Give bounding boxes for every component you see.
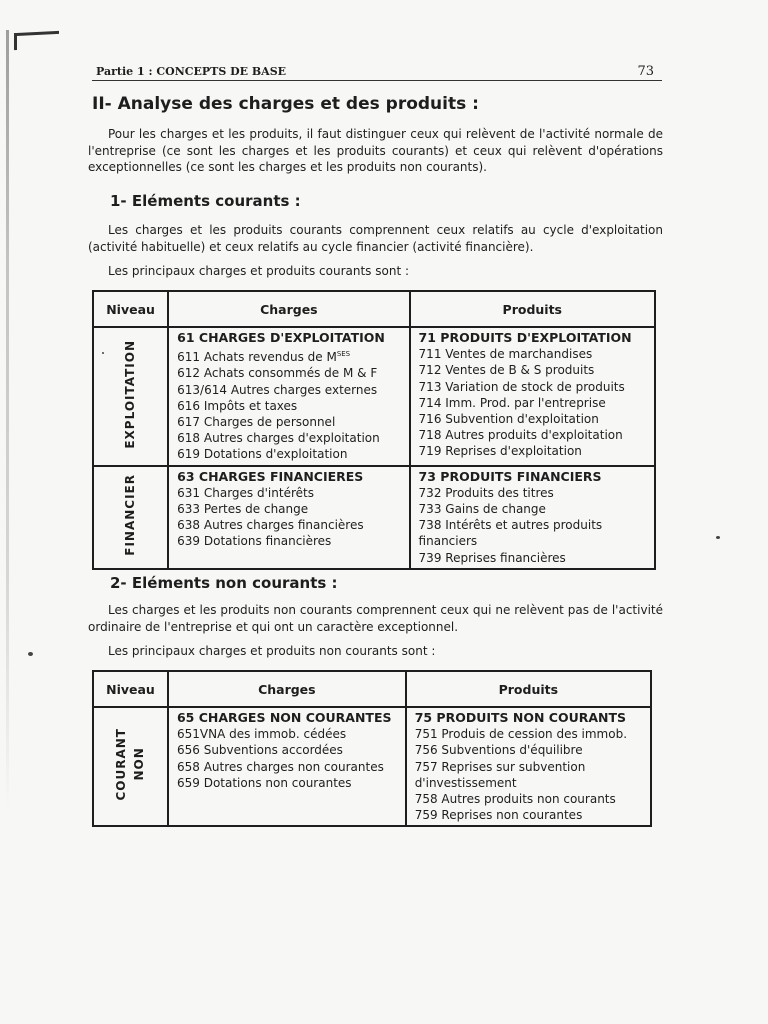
level-label-line: NON: [132, 747, 147, 782]
account-line: 738 Intérêts et autres produits financiers: [418, 518, 603, 549]
account-line: 732 Produits des titres: [418, 485, 554, 500]
produits-group-title: 73 PRODUITS FINANCIERS: [418, 468, 602, 484]
account-line: 612 Achats consommés de M & F: [177, 366, 378, 381]
scan-speck: [716, 536, 720, 539]
account-line: 751 Produis de cession des immob.: [414, 727, 628, 742]
level-cell: [93, 466, 168, 569]
account-line: 658 Autres charges non courantes: [176, 759, 384, 774]
account-line: 716 Subvention d'exploitation: [418, 412, 599, 427]
account-line: 757 Reprises sur subvention d'investissement: [414, 759, 586, 790]
produits-cell: [410, 327, 655, 466]
account-line: 616 Impôts et taxes: [177, 398, 298, 413]
section-title: II- Analyse des charges et des produits :: [92, 94, 479, 114]
table-row-financier: [93, 466, 655, 569]
account-line: 712 Ventes de B & S produits: [418, 363, 595, 378]
account-line: 656 Subventions accordées: [176, 743, 343, 758]
charges-cell: [168, 707, 406, 826]
subsection-2-note: Les principaux charges et produits non courants sont :: [108, 644, 436, 658]
level-label-financier: FINANCIER: [123, 474, 138, 556]
account-line: 613/614 Autres charges externes: [177, 382, 378, 397]
table-row-exploitation: [93, 327, 655, 466]
account-line: 713 Variation de stock de produits: [418, 379, 625, 394]
header-part-title: Partie 1 : CONCEPTS DE BASE: [96, 65, 287, 78]
charges-group-title: 63 CHARGES FINANCIERES: [177, 468, 364, 484]
table-header-row: [93, 291, 655, 327]
account-line: 611 Achats revendus de $M^{SES}$: [177, 350, 351, 365]
header-produits: Produits: [406, 671, 651, 707]
charges-cell: [168, 466, 409, 569]
account-line: 619 Dotations d'exploitation: [177, 447, 348, 462]
account-line: 711 Ventes de marchandises: [418, 347, 593, 362]
subsection-2-title: 2- Eléments non courants :: [110, 574, 338, 592]
page-number: 73: [637, 64, 654, 79]
section-intro: Pour les charges et les produits, il faut distinguer ceux qui relèvent de l'activité normale de l'entreprise (ce sont les charges et les produits courants) et ceux qui relèvent d'opérations exceptionnelles (ce sont les charges et les produits non courants).: [88, 127, 663, 174]
scan-speck: [102, 352, 104, 354]
scan-speck: [28, 652, 33, 656]
level-label-exploitation: EXPLOITATION: [123, 339, 138, 449]
scan-page-edge: [6, 30, 9, 810]
produits-group-title: 75 PRODUITS NON COURANTS: [414, 710, 627, 725]
account-line: 759 Reprises non courantes: [414, 808, 583, 823]
account-line: 756 Subventions d'équilibre: [414, 743, 583, 758]
account-line: 617 Charges de personnel: [177, 415, 336, 430]
account-line: 659 Dotations non courantes: [176, 775, 352, 790]
subsection-2-paragraph: Les charges et les produits non courants comprennent ceux qui ne relèvent pas de l'activité ordinaire de l'entreprise et qui ont un caractère exceptionnel.: [88, 603, 663, 634]
running-header: [92, 60, 662, 81]
level-cell: [93, 327, 168, 466]
account-line: 758 Autres produits non courants: [414, 792, 616, 807]
table-row-non-courant: [93, 707, 651, 826]
account-line: 718 Autres produits d'exploitation: [418, 428, 623, 443]
level-label-line: COURANT: [114, 728, 129, 801]
account-line: 639 Dotations financières: [177, 534, 332, 549]
charges-group-title: 61 CHARGES D'EXPLOITATION: [177, 330, 385, 345]
account-line: 633 Pertes de change: [177, 502, 309, 517]
header-charges: Charges: [168, 291, 409, 327]
account-line: 631 Charges d'intérêts: [177, 485, 314, 500]
level-label-non-courant: [113, 728, 147, 801]
subsection-1-title: 1- Eléments courants :: [110, 192, 301, 210]
table-courants: [92, 290, 656, 570]
account-line: 714 Imm. Prod. par l'entreprise: [418, 395, 606, 410]
account-line: 733 Gains de change: [418, 502, 546, 517]
account-line: 719 Reprises d'exploitation: [418, 444, 582, 459]
charges-group-title: 65 CHARGES NON COURANTES: [176, 710, 392, 725]
produits-cell: [410, 466, 655, 569]
produits-group-title: 71 PRODUITS D'EXPLOITATION: [418, 330, 632, 345]
table-non-courants: [92, 670, 652, 827]
table-header-row: [93, 671, 651, 707]
account-line: 638 Autres charges financières: [177, 518, 364, 533]
header-niveau: Niveau: [93, 671, 168, 707]
account-line: 651VNA des immob. cédées: [176, 727, 347, 742]
produits-cell: [406, 707, 651, 826]
scan-corner-mark: [14, 31, 59, 50]
level-cell: [93, 707, 168, 826]
header-produits: Produits: [410, 291, 655, 327]
header-niveau: Niveau: [93, 291, 168, 327]
account-line: 618 Autres charges d'exploitation: [177, 431, 380, 446]
header-charges: Charges: [168, 671, 406, 707]
charges-cell: [168, 327, 409, 466]
subsection-1-paragraph: Les charges et les produits courants comprennent ceux relatifs au cycle d'exploitation (activité habituelle) et ceux relatifs au cycle financier (activité financière).: [88, 223, 663, 254]
account-line: 739 Reprises financières: [418, 550, 566, 565]
superscript: SES: [336, 350, 351, 359]
subsection-1-note: Les principaux charges et produits courants sont :: [108, 264, 410, 278]
